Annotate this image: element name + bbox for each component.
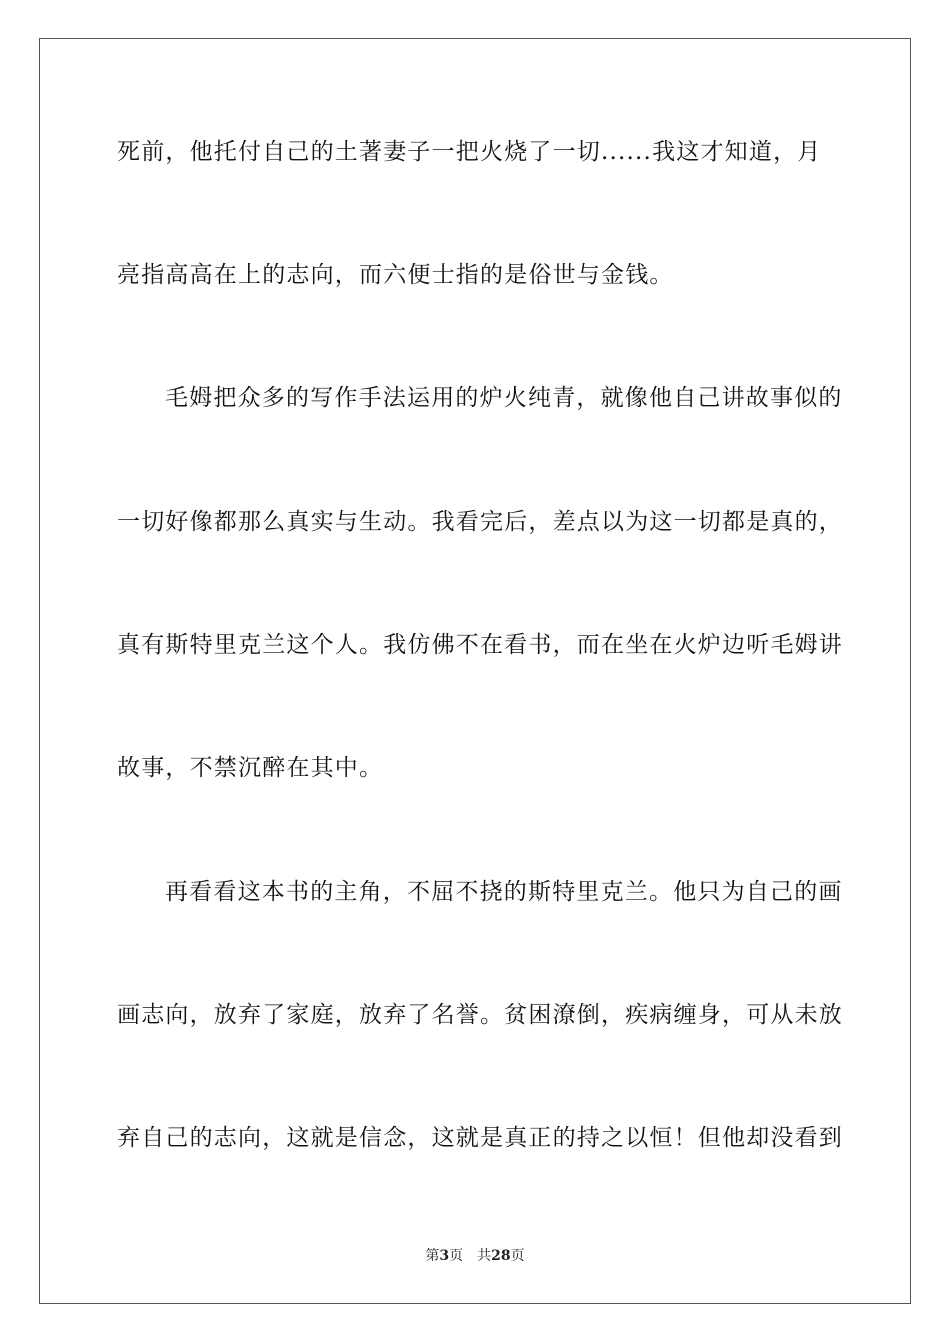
text-line-5: 真有斯特里克兰这个人。我仿佛不在看书，而在坐在火炉边听毛姆讲 — [117, 632, 843, 658]
text-line-9: 弃自己的志向，这就是信念，这就是真正的持之以恒！但他却没看到 — [117, 1125, 843, 1151]
total-prefix: 共 — [477, 1248, 492, 1264]
text-line-8: 画志向，放弃了家庭，放弃了名誉。贫困潦倒，疾病缠身，可从未放 — [117, 1002, 843, 1028]
page-border — [39, 38, 911, 1304]
total-suffix: 页 — [510, 1248, 525, 1264]
page-footer — [0, 1246, 950, 1266]
text-line-1: 死前，他托付自己的土著妻子一把火烧了一切......我这才知道，月 — [117, 139, 822, 165]
text-line-3: 毛姆把众多的写作手法运用的炉火纯青，就像他自己讲故事似的 — [165, 385, 843, 411]
page-number: 3 — [439, 1248, 450, 1264]
text-line-6: 故事，不禁沉醉在其中。 — [117, 755, 384, 781]
page-suffix: 页 — [449, 1248, 464, 1264]
text-line-4: 一切好像都那么真实与生动。我看完后，差点以为这一切都是真的， — [117, 509, 843, 535]
total-pages: 28 — [491, 1248, 511, 1264]
text-line-7: 再看看这本书的主角，不屈不挠的斯特里克兰。他只为自己的画 — [165, 879, 843, 905]
page-prefix: 第 — [425, 1248, 440, 1264]
text-line-2: 亮指高高在上的志向，而六便士指的是俗世与金钱。 — [117, 262, 674, 288]
